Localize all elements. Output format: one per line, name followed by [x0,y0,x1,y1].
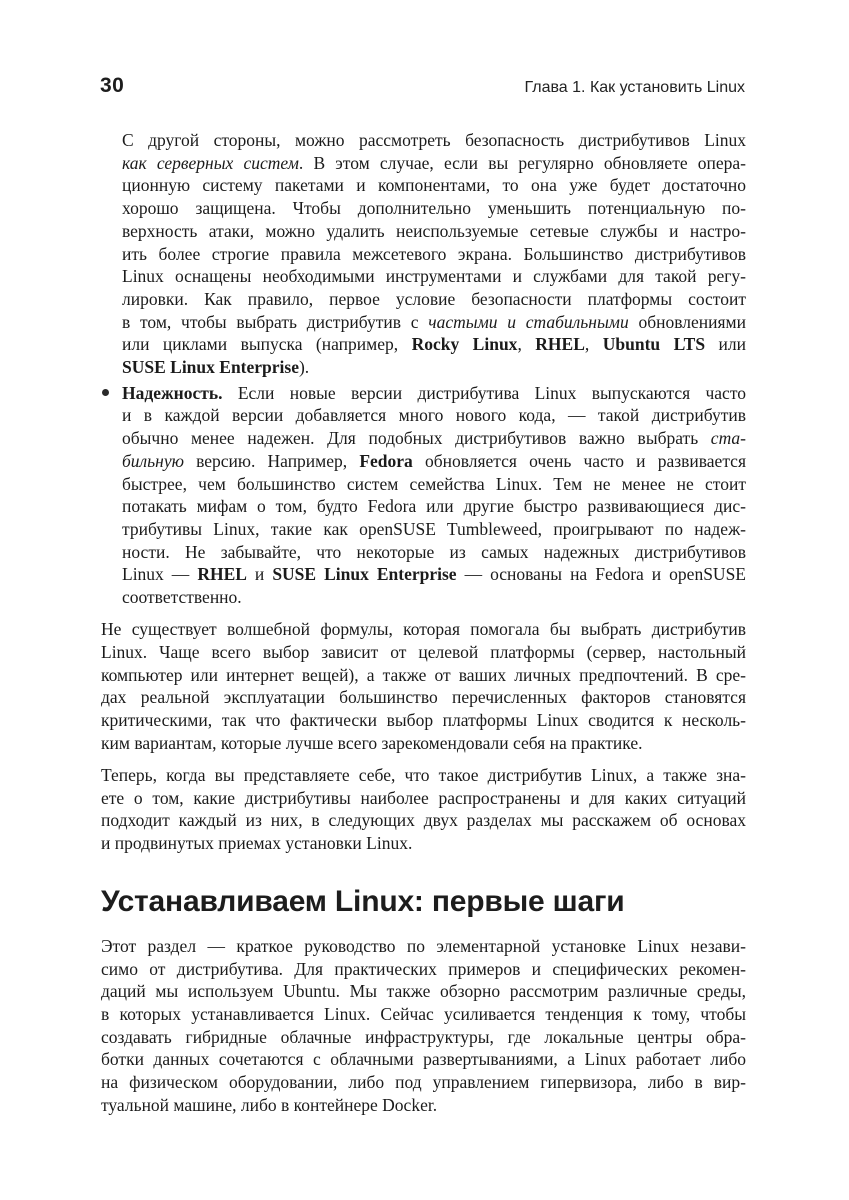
text-line [101,980,746,1003]
page-body [101,129,746,1116]
text-run: и в каждой версии добавляется много нового кода, — такой дистрибутив [122,405,746,426]
bold-run: Ubuntu LTS [602,334,706,355]
bold-run: Rocky Linux [411,334,518,355]
paragraph-transition [101,764,746,855]
text-run: критическими, так что фактически выбор платформы Linux сводится к несколь- [101,710,746,731]
text-run: Этот раздел — краткое руководство по элементарной установке Linux незави- [101,935,746,956]
text-run: или [705,334,747,355]
text-run: компьютер или интернет вещей), а также от ваших личных предпочтений. В сре- [101,664,746,685]
text-run: ким вариантам, которые лучше всего зарекомендовали себя на практике. [101,732,643,753]
text-line [101,935,746,958]
text-run: потакать мифам о том, будто Fedora или другие быстро развивающиеся дис- [122,496,746,517]
bold-run: RHEL [197,564,247,585]
text-run: и [246,564,273,585]
text-line [122,427,746,450]
text-run: на физическом оборудовании, либо под управлением гипервизора, либо в вир- [101,1072,746,1093]
text-run: верхность атаки, можно удалить неиспользуемые сетевые службы и настро- [122,220,746,241]
text-line [101,618,746,641]
text-line [122,450,746,473]
text-run: ботки данных сочетаются с облачными развертываниями, а Linux работает либо [101,1049,746,1070]
text-run: обычно менее надежен. Для подобных дистрибутивов важно выбрать [122,428,711,449]
text-line [101,809,746,832]
page-header [100,74,745,98]
text-run: лировки. Как правило, первое условие безопасности платформы состоит [122,288,746,309]
text-line [122,333,746,356]
page-number: 30 [100,74,125,97]
list-item-reliability [101,382,746,609]
text-line [122,541,746,564]
text-run: С другой стороны, можно рассмотреть безопасность дистрибутивов Linux [122,130,746,150]
text-line [122,404,746,427]
text-run: соответственно. [122,587,242,608]
text-run: . В этом случае, если вы регулярно обновляете опера- [298,152,747,173]
text-run: ности. Не забывайте, что некоторые из самых надежных дистрибутивов [122,541,746,562]
text-run: и продвинутых приемах установки Linux. [101,833,413,854]
text-line [122,311,746,334]
text-run: версию. Например, [183,450,360,471]
bold-run: RHEL [535,334,585,355]
text-line [122,495,746,518]
text-run: дах реальной эксплуатации большинство перечисленных факторов становятся [101,687,746,708]
text-line [122,518,746,541]
paragraph-section-intro [101,935,746,1117]
text-line [101,764,746,787]
text-line [122,152,746,175]
text-run: Linux оснащены необходимыми инструментами и службами для такой регу- [122,266,746,287]
text-run: ционную систему пакетами и компонентами, то она уже будет достаточно [122,175,746,196]
text-run: туальной машине, либо в контейнере Docker. [101,1094,438,1115]
text-line [101,1071,746,1094]
text-line [122,356,746,379]
bold-run: SUSE Linux Enterprise [272,564,457,585]
italic-run: как серверных систем [122,152,299,173]
text-run: Если новые версии дистрибутива Linux выпускаются часто [222,382,746,403]
text-line [122,382,746,405]
text-line [101,1048,746,1071]
text-line [122,243,746,266]
text-line [122,197,746,220]
text-run: даций мы используем Ubuntu. Мы также обзорно рассмотрим различные среды, [101,981,746,1002]
italic-run: бильную [122,450,184,471]
text-line [101,1003,746,1026]
text-line [101,958,746,981]
text-run: в которых устанавливается Linux. Сейчас усиливается тенденция к тому, чтобы [101,1003,746,1024]
text-line [122,473,746,496]
text-line [122,288,746,311]
text-line [101,732,746,755]
text-line [122,174,746,197]
text-run: — основаны на Fedora и openSUSE [456,564,746,585]
text-run: Теперь, когда вы представляете себе, что такое дистрибутив Linux, а также зна- [101,764,746,785]
text-run: или циклами выпуска (например, [122,334,412,355]
text-run: Linux. Чаще всего выбор зависит от целевой платформы (сервер, настольный [101,641,746,662]
italic-run: частыми и стабильными [428,311,629,332]
text-line [122,586,746,609]
text-line [101,686,746,709]
bold-run: Fedora [359,450,413,471]
text-run: создавать гибридные облачные инфраструктуры, где локальные центры обра- [101,1026,746,1047]
text-run: в том, чтобы выбрать дистрибутив с [122,311,429,332]
paragraph-no-magic-formula [101,618,746,754]
bold-run: SUSE Linux Enterprise [122,357,299,378]
text-run: быстрее, чем большинство систем семейства Linux. Тем не менее не стоит [122,473,746,494]
text-line [101,787,746,810]
running-header-title: Глава 1. Как установить Linux [524,79,745,96]
text-run: трибутивы Linux, такие как openSUSE Tumbleweed, проигрывают по надеж- [122,518,746,539]
text-run: Linux — [122,564,198,585]
text-line [122,265,746,288]
text-run: подходит каждый из них, в следующих двух разделах мы расскажем об основах [101,810,746,831]
text-line [101,1094,746,1117]
text-run: симо от дистрибутива. Для практических примеров и специфических рекомен- [101,958,746,979]
italic-run: ста- [710,428,746,449]
text-run: Не существует волшебной формулы, которая помогала бы выбрать дистрибутив [101,619,746,640]
text-line [101,641,746,664]
list-item-continuation-security [101,129,746,379]
text-line [101,664,746,687]
text-line [122,129,746,152]
text-run: обновлениями [628,311,746,332]
text-run: хорошо защищена. Чтобы дополнительно уменьшить потенциальную по- [122,198,746,219]
text-run: обновляется очень часто и развивается [412,450,746,471]
section-heading-install-linux: Устанавливаем Linux: первые шаги [101,884,625,918]
text-run: ). [298,357,310,378]
text-line [101,1026,746,1049]
text-run: , [517,334,536,355]
text-line [101,832,746,855]
text-line [122,220,746,243]
bullet-icon [102,389,109,396]
text-run: , [584,334,603,355]
text-run: ить более строгие правила межсетевого экрана. Большинство дистрибутивов [122,243,746,264]
text-line [101,709,746,732]
text-line [122,563,746,586]
text-run: ете о том, какие дистрибутивы наиболее распространены и для каких ситуаций [101,787,746,808]
bold-run: Надежность. [122,382,223,403]
